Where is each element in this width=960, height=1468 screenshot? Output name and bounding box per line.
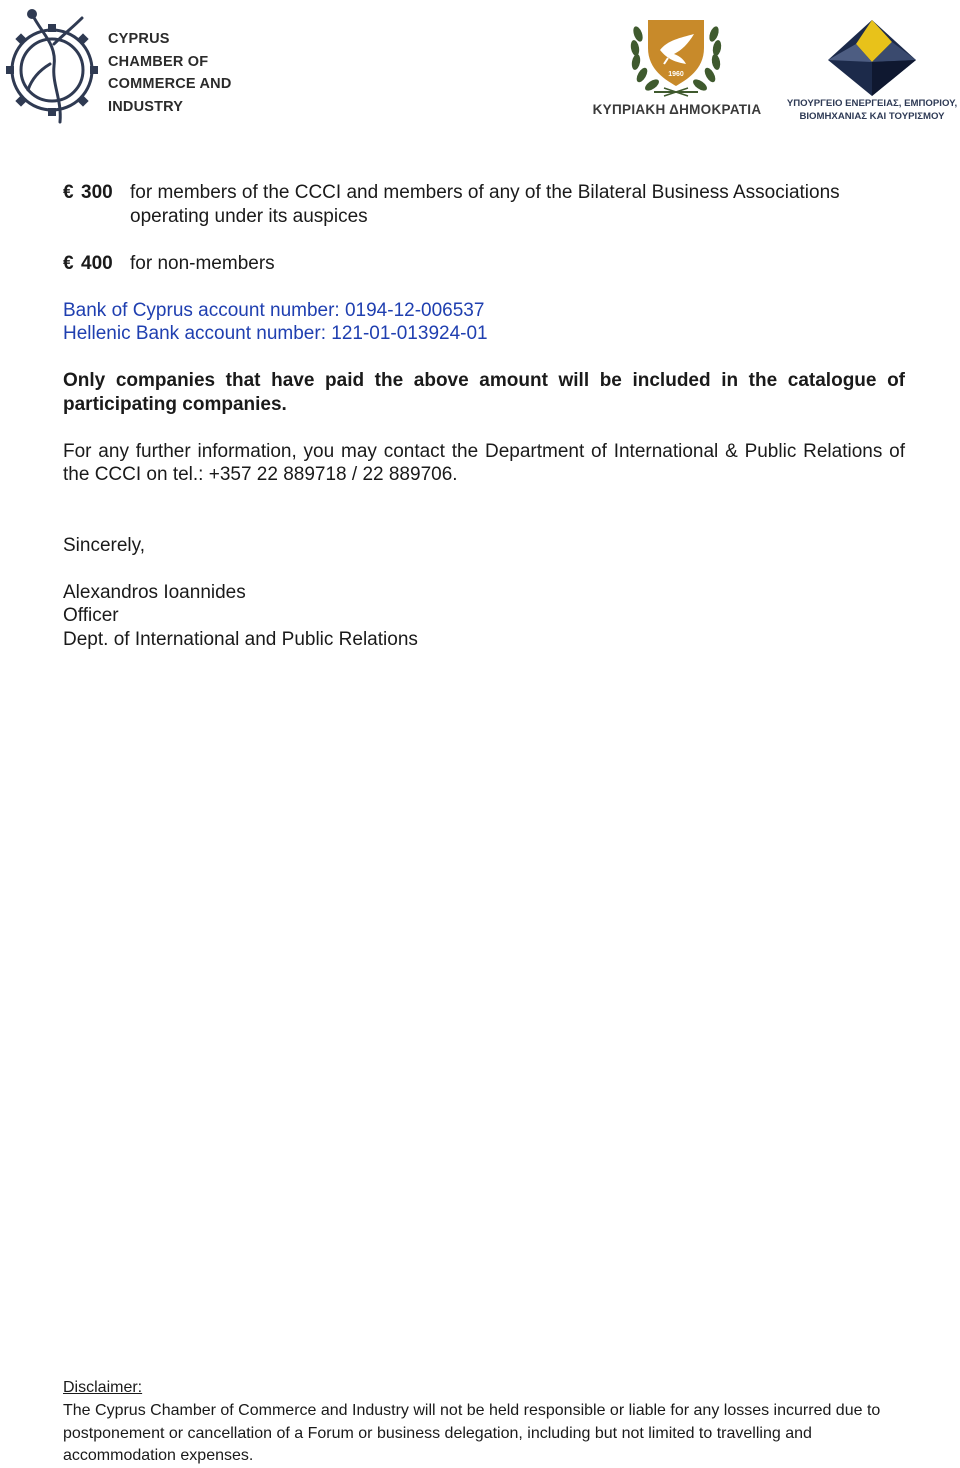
fee-value: 300: [81, 182, 113, 203]
fee-amount: [63, 252, 130, 276]
ccci-gear-emblem-icon: [2, 4, 102, 132]
ccci-logo: [2, 4, 237, 132]
letter-body: [63, 181, 905, 651]
euro-sign: €: [63, 252, 74, 274]
fee-description: for members of the CCCI and members of any of the Bilateral Business Associations operating under its auspices: [130, 182, 840, 227]
cyprus-republic-label: ΚΥΠΡΙΑΚΗ ΔΗΜΟΚΡΑΤΙΑ: [592, 102, 762, 117]
signatory-title: Officer: [63, 605, 119, 626]
ccci-name-line: CYPRUS: [108, 31, 170, 47]
disclaimer-text: The Cyprus Chamber of Commerce and Industry will not be held responsible or liable for any losses incurred due to postponement or cancellation of a Forum or business delegation, including but not limited to travelling and accommodation expenses.: [63, 1401, 881, 1465]
signature-block: [63, 581, 905, 652]
signatory-name: Alexandros Ioannides: [63, 581, 246, 603]
bank-account-boc: Bank of Cyprus account number: 0194-12-006537: [63, 299, 485, 321]
crest-year: 1960: [668, 71, 684, 78]
cyprus-republic-logo: [588, 14, 766, 126]
ministry-label: [786, 98, 958, 123]
fee-row-non-members: [63, 252, 905, 276]
closing-salutation: Sincerely,: [63, 534, 146, 556]
payment-note: Only companies that have paid the above amount will be included in the catalogue of participating companies.: [63, 370, 905, 415]
ccci-name: [108, 28, 232, 118]
disclaimer: [63, 1377, 905, 1468]
signatory-department: Dept. of International and Public Relations: [63, 628, 418, 650]
ccci-name-line: COMMERCE AND: [108, 76, 232, 92]
ministry-logo: [786, 14, 958, 126]
contact-info: For any further information, you may contact the Department of International & Public Relations of the CCCI on tel.: +357 22 889718 / 22 889706.: [63, 440, 905, 485]
ccci-name-line: CHAMBER OF: [108, 53, 209, 70]
bank-account-hellenic: Hellenic Bank account number: 121-01-013924-01: [63, 323, 488, 344]
bank-accounts: [63, 299, 905, 346]
fee-amount: [63, 181, 130, 205]
fee-description: for non-members: [130, 252, 275, 274]
euro-sign: €: [63, 182, 74, 203]
fee-row-members: [63, 181, 905, 228]
ministry-label-line: ΒΙΟΜΗΧΑΝΙΑΣ ΚΑΙ ΤΟΥΡΙΣΜΟΥ: [799, 110, 945, 122]
ministry-diamond-icon: [826, 18, 918, 98]
ministry-label-line: ΥΠΟΥΡΓΕΙΟ ΕΝΕΡΓΕΙΑΣ, ΕΜΠΟΡΙΟΥ,: [786, 98, 958, 109]
cyprus-crest-icon: [624, 14, 728, 100]
fee-value: 400: [81, 252, 113, 274]
disclaimer-title: Disclaimer:: [63, 1379, 143, 1396]
ccci-name-line: INDUSTRY: [108, 98, 184, 115]
